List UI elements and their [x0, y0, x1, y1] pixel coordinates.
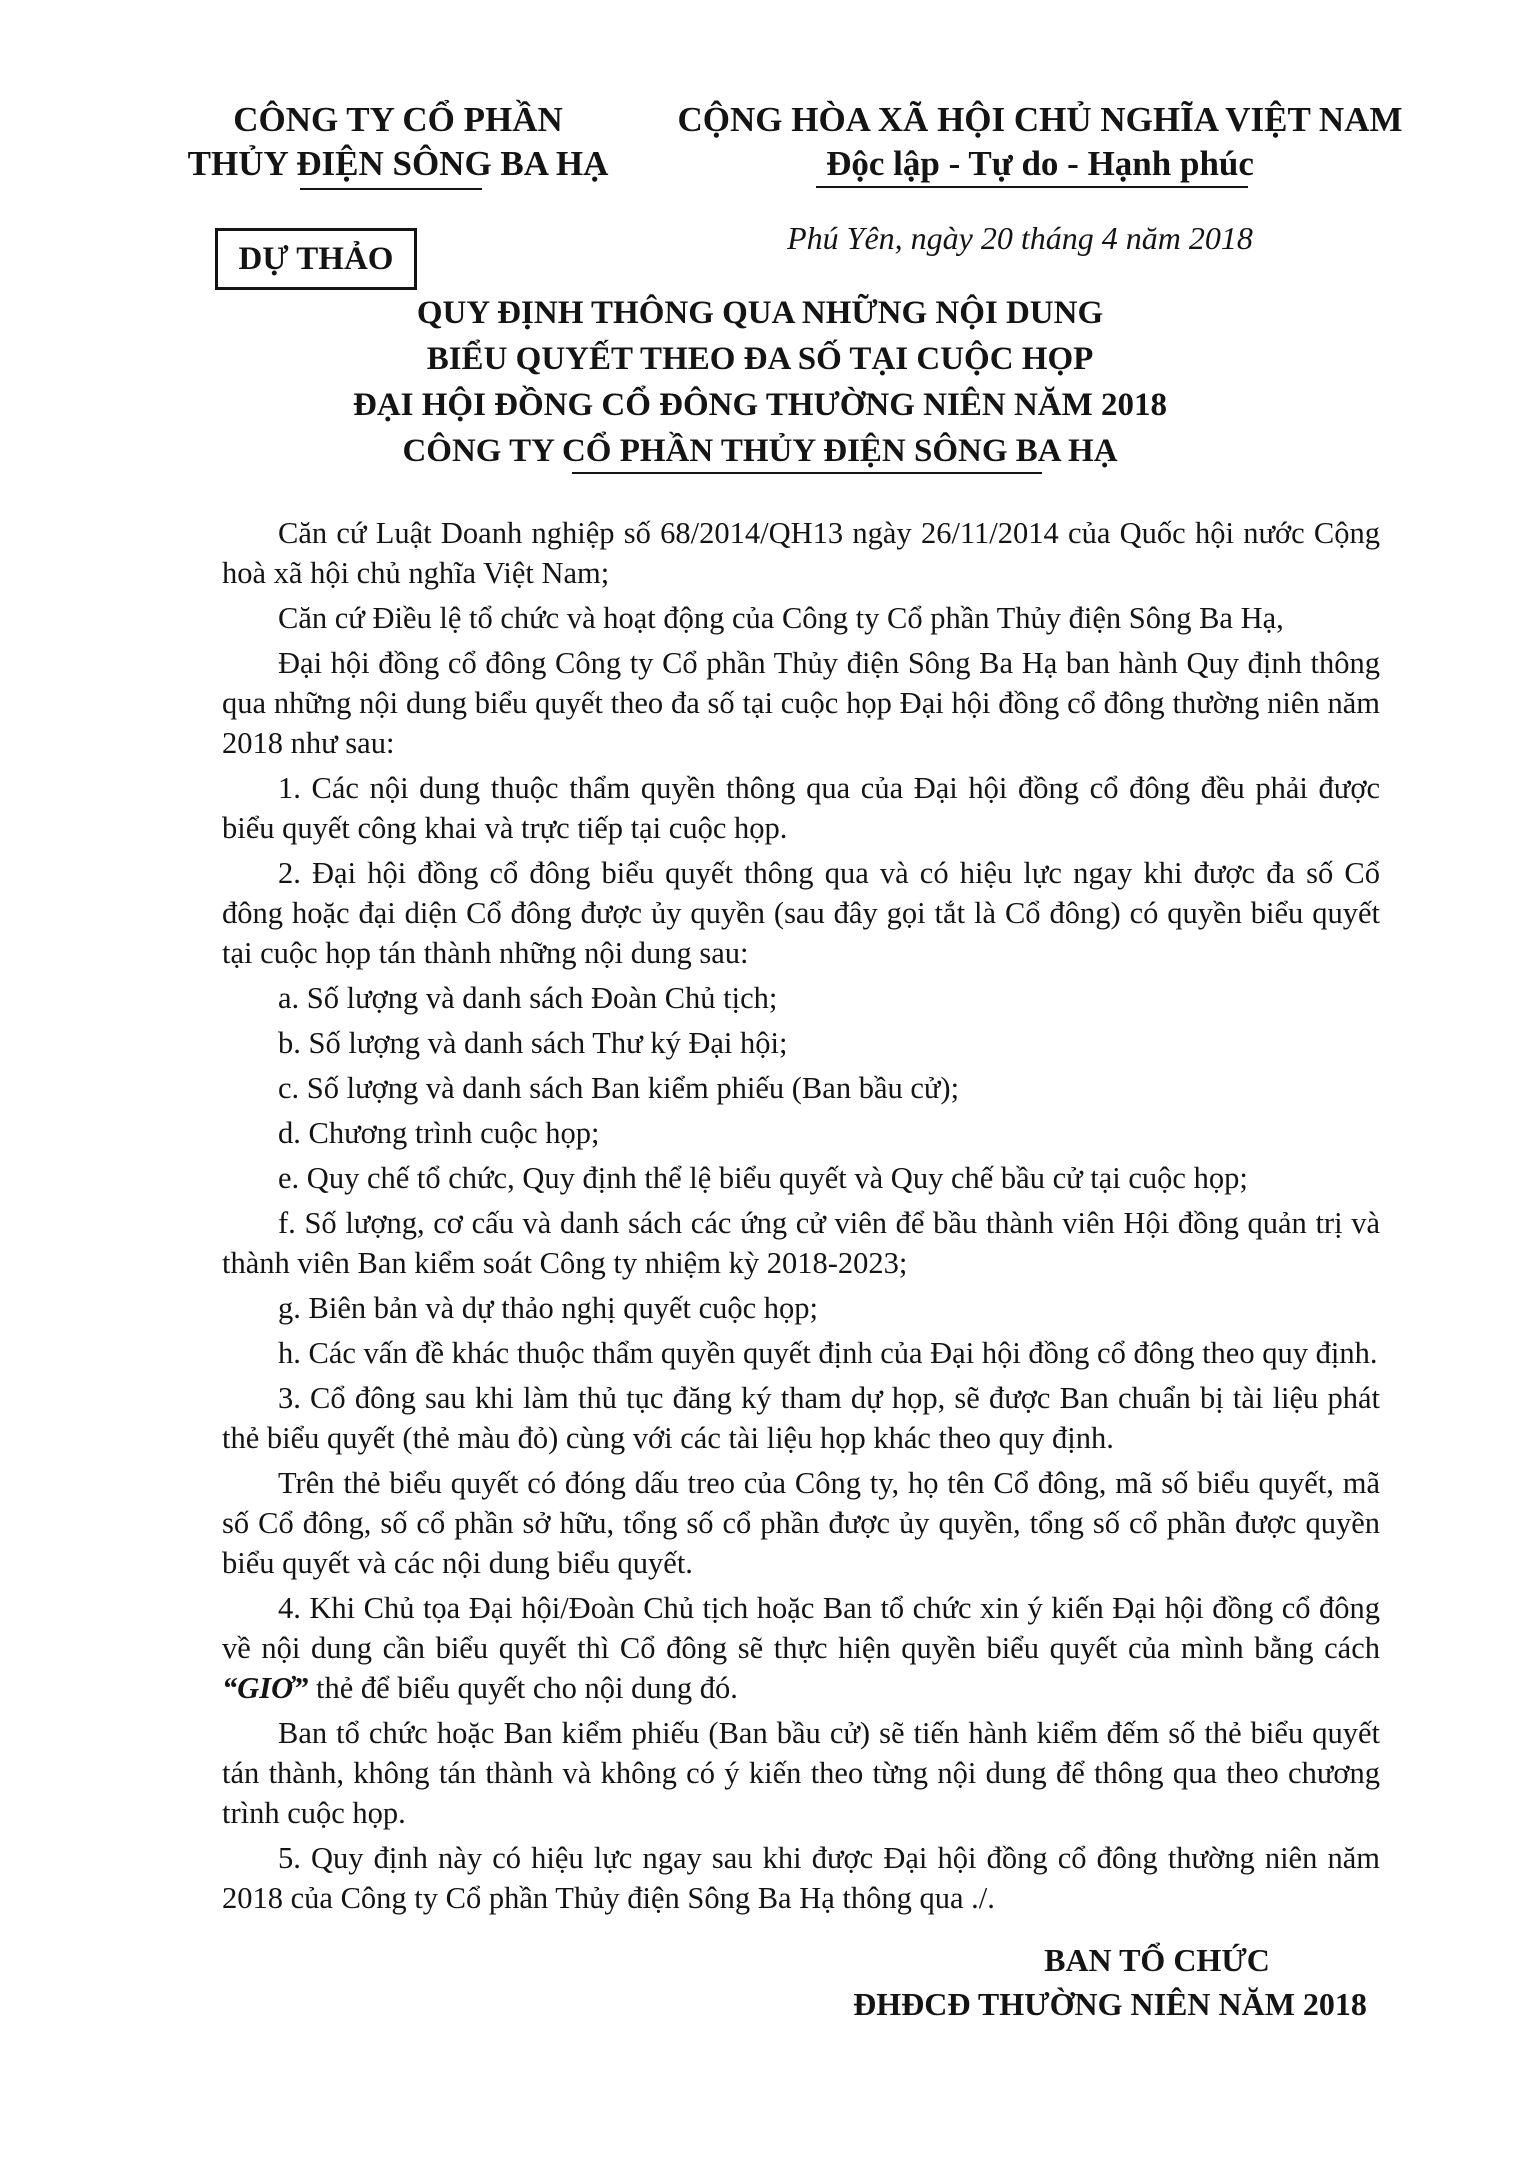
motto-underline	[816, 186, 1248, 188]
national-motto: Độc lập - Tự do - Hạnh phúc	[826, 144, 1254, 183]
clause-4-emphasis: “GIƠ”	[222, 1671, 309, 1705]
issuance-paragraph: Đại hội đồng cổ đông Công ty Cổ phần Thủy điện Sông Ba Hạ ban hành Quy định thông qua những nội dung biểu quyết theo đa số tại cuộc họp Đại hội đồng cổ đông thường niên năm 2018 như sau:	[222, 646, 1380, 760]
document-body	[222, 513, 1380, 1923]
clause-4-text-end: thẻ để biểu quyết cho nội dung đó.	[308, 1671, 738, 1705]
title-line4: CÔNG TY CỔ PHẦN THỦY ĐIỆN SÔNG BA HẠ	[402, 433, 1118, 469]
clause-2: 2. Đại hội đồng cổ đông biểu quyết thông qua và có hiệu lực ngay khi được đa số Cổ đông hoặc đại diện Cổ đông được ủy quyền (sau đây gọi tắt là Cổ đông) có quyền biểu quyết tại cuộc họp tán thành những nội dung sau:	[222, 856, 1380, 970]
clause-4-text-start: 4. Khi Chủ tọa Đại hội/Đoàn Chủ tịch hoặc Ban tổ chức xin ý kiến Đại hội đồng cổ đông về nội dung cần biểu quyết thì Cổ đông sẽ thực hiện quyền biểu quyết của mình bằng cách	[222, 1591, 1380, 1665]
signature-line2: ĐHĐCĐ THƯỜNG NIÊN NĂM 2018	[853, 1986, 1367, 2022]
place-date: Phú Yên, ngày 20 tháng 4 năm 2018	[787, 220, 1253, 256]
legal-basis-1: Căn cứ Luật Doanh nghiệp số 68/2014/QH13 ngày 26/11/2014 của Quốc hội nước Cộng hoà xã hội chủ nghĩa Việt Nam;	[222, 516, 1380, 590]
clause-2-item-b: b. Số lượng và danh sách Thư ký Đại hội;	[278, 1026, 788, 1060]
clause-2-item-d: d. Chương trình cuộc họp;	[278, 1116, 600, 1150]
title-underline	[572, 472, 1042, 474]
clause-3: 3. Cổ đông sau khi làm thủ tục đăng ký tham dự họp, sẽ được Ban chuẩn bị tài liệu phát thẻ biểu quyết (thẻ màu đỏ) cùng với các tài liệu họp khác theo quy định.	[222, 1381, 1380, 1455]
title-line2: BIỂU QUYẾT THEO ĐA SỐ TẠI CUỘC HỌP	[426, 341, 1094, 377]
clause-4	[222, 1588, 1380, 1708]
draft-stamp: DỰ THẢO	[215, 228, 417, 290]
company-underline	[300, 188, 482, 190]
signature-line1: BAN TỔ CHỨC	[1044, 1942, 1270, 1978]
clause-5: 5. Quy định này có hiệu lực ngay sau khi được Đại hội đồng cổ đông thường niên năm 2018 của Công ty Cổ phần Thủy điện Sông Ba Hạ thông qua ./.	[222, 1841, 1380, 1915]
clause-4-counting: Ban tổ chức hoặc Ban kiểm phiếu (Ban bầu cử) sẽ tiến hành kiểm đếm số thẻ biểu quyết tán thành, không tán thành và không có ý kiến theo từng nội dung để thông qua theo chương trình cuộc họp.	[222, 1716, 1380, 1830]
clause-2-item-g: g. Biên bản và dự thảo nghị quyết cuộc họp;	[278, 1291, 819, 1325]
clause-3-voting-card: Trên thẻ biểu quyết có đóng dấu treo của Công ty, họ tên Cổ đông, mã số biểu quyết, mã số Cổ đông, số cổ phần sở hữu, tổng số cổ phần được ủy quyền, tổng số cổ phần được quyền biểu quyết và các nội dung biểu quyết.	[222, 1466, 1380, 1580]
clause-2-item-e: e. Quy chế tổ chức, Quy định thể lệ biểu quyết và Quy chế bầu cử tại cuộc họp;	[278, 1161, 1248, 1195]
national-title: CỘNG HÒA XÃ HỘI CHỦ NGHĨA VIỆT NAM	[677, 100, 1403, 139]
clause-2-item-c: c. Số lượng và danh sách Ban kiểm phiếu (Ban bầu cử);	[278, 1071, 960, 1105]
company-name-line1: CÔNG TY CỔ PHẦN	[233, 100, 563, 139]
clause-1: 1. Các nội dung thuộc thẩm quyền thông qua của Đại hội đồng cổ đông đều phải được biểu quyết công khai và trực tiếp tại cuộc họp.	[222, 771, 1380, 845]
legal-basis-2: Căn cứ Điều lệ tổ chức và hoạt động của Công ty Cổ phần Thủy điện Sông Ba Hạ,	[278, 601, 1284, 635]
clause-2-item-h: h. Các vấn đề khác thuộc thẩm quyền quyết định của Đại hội đồng cổ đông theo quy định.	[278, 1336, 1378, 1370]
signature-block	[760, 1938, 1460, 2026]
national-header	[660, 98, 1420, 186]
title-line1: QUY ĐỊNH THÔNG QUA NHỮNG NỘI DUNG	[416, 295, 1104, 331]
clause-2-item-a: a. Số lượng và danh sách Đoàn Chủ tịch;	[278, 981, 778, 1015]
company-header	[148, 98, 648, 186]
company-name-line2: THỦY ĐIỆN SÔNG BA HẠ	[187, 144, 609, 183]
document-title	[160, 290, 1360, 474]
clause-2-item-f: f. Số lượng, cơ cấu và danh sách các ứng cử viên để bầu thành viên Hội đồng quản trị và thành viên Ban kiểm soát Công ty nhiệm kỳ 2018-2023;	[222, 1206, 1380, 1280]
title-line3: ĐẠI HỘI ĐỒNG CỔ ĐÔNG THƯỜNG NIÊN NĂM 2018	[352, 387, 1168, 423]
